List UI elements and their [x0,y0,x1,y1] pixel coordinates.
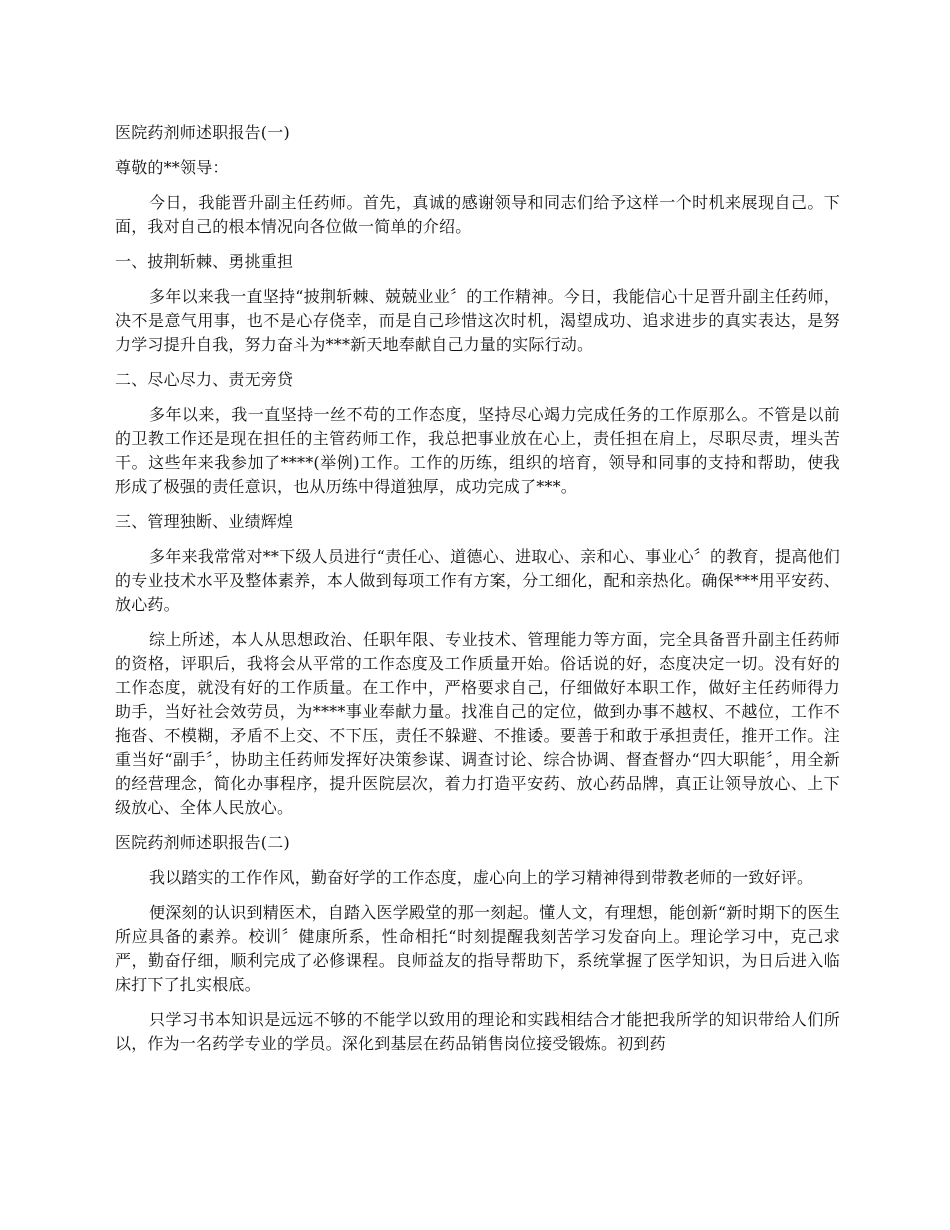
document-page [115,121,840,1067]
paragraph-report-two-2: 便深刻的认识到精医术，自踏入医学殿堂的那一刻起。懂人文，有理想，能创新“新时期下的医生所应具备的素养。校训〞健康所系，性命相托“时刻提醒我刻苦学习发奋向上。理论学习中，克己求严，勤奋仔细，顺利完成了必修课程。良师益友的指导帮助下，系统掌握了医学知识，为日后进入临床打下了扎实根底。 [115,903,840,994]
paragraph-section-1: 多年以来我一直坚持“披荆斩棘、兢兢业业〞的工作精神。今日，我能信心十足晋升副主任药师，决不是意气用事，也不是心存侥幸，而是自己珍惜这次时机，渴望成功、追求进步的真实表达，是努力学习提升自我，努力奋斗为***新天地奉献自己力量的实际行动。 [115,287,840,354]
paragraph-section-2: 多年以来，我一直坚持一丝不苟的工作态度，坚持尽心竭力完成任务的工作原那么。不管是以前的卫教工作还是现在担任的主管药师工作，我总把事业放在心上，责任担在肩上，尽职尽责，埋头苦干。这些年来我参加了****(举例)工作。工作的历练，组织的培育，领导和同事的支持和帮助，使我形成了极强的责任意识，也从历练中得道独厚，成功完成了***。 [115,405,840,496]
section-heading-1: 一、披荆斩棘、勇挑重担 [115,252,294,271]
report-two-title: 医院药剂师述职报告(二) [115,833,290,852]
paragraph-report-two-3: 只学习书本知识是远远不够的不能学以致用的理论和实践相结合才能把我所学的知识带给人们所以，作为一名药学专业的学员。深化到基层在药品销售岗位接受锻炼。初到药 [115,1010,840,1053]
report-one-title: 医院药剂师述职报告(一) [115,123,290,142]
paragraph-section-3: 多年来我常常对**下级人员进行“责任心、道德心、进取心、亲和心、事业心〞的教育，提高他们的专业技术水平及整体素养，本人做到每项工作有方案，分工细化，配和亲热化。确保***用平安药、放心药。 [115,547,840,614]
section-heading-2: 二、尽心尽力、责无旁贷 [115,370,294,389]
paragraph-report-two-1: 我以踏实的工作作风，勤奋好学的工作态度，虚心向上的学习精神得到带教老师的一致好评。 [149,868,814,887]
salutation: 尊敬的**领导： [115,158,229,177]
paragraph-intro: 今日，我能晋升副主任药师。首先，真诚的感谢领导和同志们给予这样一个时机来展现自己。下面，我对自己的根本情况向各位做一简单的介绍。 [115,193,840,236]
section-heading-3: 三、管理独断、业绩辉煌 [115,512,294,531]
paragraph-summary: 综上所述，本人从思想政治、任职年限、专业技术、管理能力等方面，完全具备晋升副主任药师的资格，评职后，我将会从平常的工作态度及工作质量开始。俗话说的好，态度决定一切。没有好的工作态度，就没有好的工作质量。在工作中，严格要求自己，仔细做好本职工作，做好主任药师得力助手，当好社会效劳员，为****事业奉献力量。找准自己的定位，做到办事不越权、不越位，工作不拖沓、不模糊，矛盾不上交、不下压，责任不躲避、不推诿。要善于和敢于承担责任，推开工作。注重当好“副手〞，协助主任药师发挥好决策参谋、调查讨论、综合协调、督查督办“四大职能〞，用全新的经营理念，简化办事程序，提升医院层次，着力打造平安药、放心药品牌，真正让领导放心、上下级放心、全体人民放心。 [115,630,840,817]
